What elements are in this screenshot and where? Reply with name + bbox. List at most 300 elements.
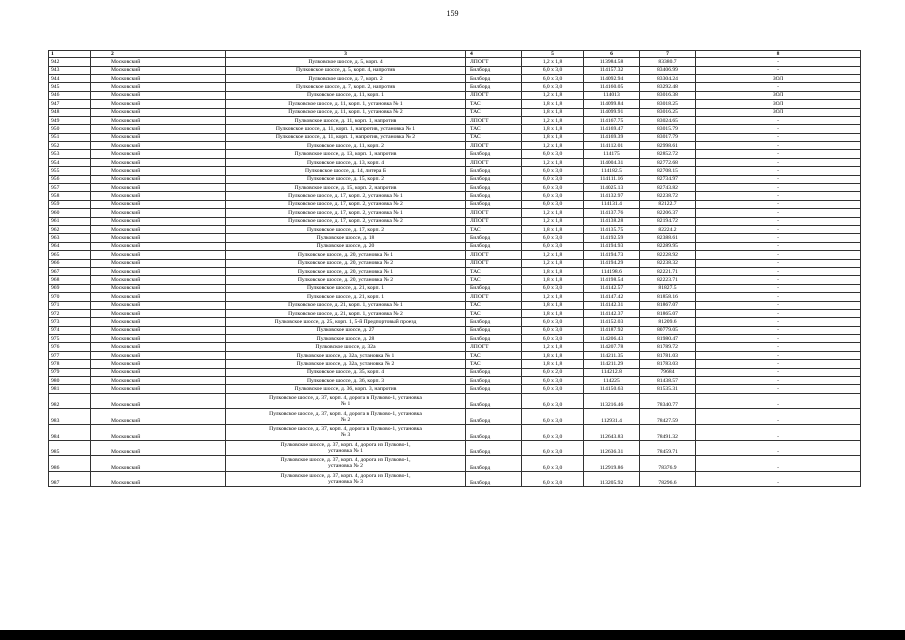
table-cell: 83406.99	[640, 66, 696, 74]
table-cell: 114194.73	[584, 251, 640, 259]
table-cell: Пулковское шоссе, д. 5, корп. 4, напротив	[226, 66, 466, 74]
table-row	[49, 425, 861, 441]
cell-line: Пулковское шоссе, д. 37, корп. 4, дорога в Пулково-1, установка	[269, 410, 422, 417]
table-cell: 81535.31	[640, 385, 696, 393]
cell-line: Пулковское шоссе, д. 37, корп. 4, дорога в Пулково-1, установка	[269, 426, 422, 433]
table-cell: -	[696, 456, 861, 472]
table-cell: Московский	[91, 385, 226, 393]
cell-line: установка № 3	[328, 479, 363, 486]
table-cell: Билборд	[466, 66, 522, 74]
table-cell: Билборд	[466, 175, 522, 183]
table-cell: 83015.79	[640, 125, 696, 133]
table-cell: 83017.79	[640, 133, 696, 141]
table-cell: 1,2 x 1,8	[522, 251, 584, 259]
table-cell: 973	[49, 318, 91, 326]
table-cell: 82221.71	[640, 267, 696, 275]
table-cell: ЛПОГТ	[466, 116, 522, 124]
table-cell: Московский	[91, 326, 226, 334]
table-cell: Московский	[91, 192, 226, 200]
table-cell: 1,8 x 1,8	[522, 133, 584, 141]
table-cell: Билборд	[466, 326, 522, 334]
table-cell: 114138.28	[584, 217, 640, 225]
table-cell: Московский	[91, 440, 226, 456]
cell-line: Пулковское шоссе, д. 37, корп. 4, дорога из Пулково-1,	[280, 441, 411, 448]
table-cell: 79684	[640, 368, 696, 376]
table-cell: Пулковское шоссе, д. 17, корп. 2	[226, 226, 466, 234]
table-cell: -	[696, 343, 861, 351]
table-cell: 1,2 x 1,8	[522, 209, 584, 217]
table-cell: Пулковское шоссе, д. 15, корп. 2, напротив	[226, 184, 466, 192]
table-row	[49, 343, 861, 351]
table-cell: Пулковское шоссе, д. 20	[226, 242, 466, 250]
table-cell: ЗОЛ	[696, 108, 861, 116]
table-cell: Московский	[91, 108, 226, 116]
table-cell: 6,0 x 3,0	[522, 200, 584, 208]
table-cell: Билборд	[466, 200, 522, 208]
table-cell: 1,8 x 1,8	[522, 100, 584, 108]
table-cell: -	[696, 242, 861, 250]
header-row	[49, 51, 861, 58]
table-cell: 6,0 x 3,0	[522, 184, 584, 192]
table-cell: 6,0 x 2,0	[522, 368, 584, 376]
table-cell: 112931.4	[584, 409, 640, 425]
table-cell: 114169.47	[584, 125, 640, 133]
table-cell: 114211.29	[584, 360, 640, 368]
table-cell: Московский	[91, 91, 226, 99]
table-cell: ТАС	[466, 125, 522, 133]
table-cell: 963	[49, 234, 91, 242]
table-cell: -	[696, 326, 861, 334]
table-cell: Билборд	[466, 368, 522, 376]
table-cell: Московский	[91, 360, 226, 368]
table-cell: 78296.6	[640, 471, 696, 487]
table-cell: ТАС	[466, 100, 522, 108]
table-cell: 112919.86	[584, 456, 640, 472]
table-cell: Билборд	[466, 393, 522, 409]
table-cell: 1,2 x 1,8	[522, 158, 584, 166]
table-row	[49, 318, 861, 326]
table-cell: -	[696, 259, 861, 267]
table-cell: Московский	[91, 74, 226, 82]
table-cell: 6,0 x 3,0	[522, 284, 584, 292]
table-cell: ТАС	[466, 360, 522, 368]
header-cell: 1	[49, 51, 91, 58]
table-cell: -	[696, 58, 861, 66]
table-cell: 981	[49, 385, 91, 393]
table-cell: 82772.68	[640, 158, 696, 166]
table-cell: 82743.82	[640, 184, 696, 192]
table-cell: 954	[49, 158, 91, 166]
table-cell: ТАС	[466, 351, 522, 359]
table-cell: 81209.6	[640, 318, 696, 326]
table-cell: 1,2 x 1,8	[522, 259, 584, 267]
table-cell: -	[696, 66, 861, 74]
table-cell: -	[696, 309, 861, 317]
table-cell: 1,8 x 1,8	[522, 108, 584, 116]
table-cell: 6,0 x 3,0	[522, 66, 584, 74]
table-cell: -	[696, 368, 861, 376]
header-cell: 2	[91, 51, 226, 58]
table-cell: 969	[49, 284, 91, 292]
table-cell: 82206.37	[640, 209, 696, 217]
table-cell: 952	[49, 142, 91, 150]
table-cell: Билборд	[466, 318, 522, 326]
table-cell: -	[696, 377, 861, 385]
table-cell: 6,0 x 3,0	[522, 409, 584, 425]
table-cell: 983	[49, 409, 91, 425]
table-cell: 82708.15	[640, 167, 696, 175]
table-cell: -	[696, 158, 861, 166]
table-cell: 950	[49, 125, 91, 133]
table-row	[49, 301, 861, 309]
table-cell: 974	[49, 326, 91, 334]
table-cell: Московский	[91, 66, 226, 74]
table-cell: 114225	[584, 377, 640, 385]
table-cell: Московский	[91, 456, 226, 472]
table-cell: 114198.6	[584, 267, 640, 275]
table-cell: 81980.47	[640, 335, 696, 343]
table-row	[49, 267, 861, 275]
table-cell: 114142.37	[584, 309, 640, 317]
table-row	[49, 200, 861, 208]
table-cell: Билборд	[466, 284, 522, 292]
table-cell: 114135.75	[584, 226, 640, 234]
table-cell: 81858.16	[640, 293, 696, 301]
header-cell: 5	[522, 51, 584, 58]
table-cell: Пулковское шоссе, д. 17, корп. 2, установка № 2	[226, 200, 466, 208]
table-row	[49, 368, 861, 376]
table-cell: Московский	[91, 133, 226, 141]
table-cell: 962	[49, 226, 91, 234]
table-row	[49, 133, 861, 141]
table-cell	[226, 409, 466, 425]
table-cell: Московский	[91, 251, 226, 259]
table-cell: Пулковское шоссе, д. 17, корп. 2, установка № 1	[226, 209, 466, 217]
table-cell: 114160.05	[584, 83, 640, 91]
table-cell: 984	[49, 425, 91, 441]
header-cell: 4	[466, 51, 522, 58]
table-row	[49, 150, 861, 158]
page-number: 159	[446, 9, 459, 18]
table-cell: Московский	[91, 293, 226, 301]
table-cell: Московский	[91, 150, 226, 158]
table-row	[49, 276, 861, 284]
table-cell: 114142.31	[584, 301, 640, 309]
table-row	[49, 293, 861, 301]
table-cell: ТАС	[466, 133, 522, 141]
cell-line: № 2	[340, 416, 351, 423]
table-cell: 114194.29	[584, 259, 640, 267]
table-cell: Московский	[91, 167, 226, 175]
table-cell: Московский	[91, 226, 226, 234]
table-cell: 951	[49, 133, 91, 141]
table-cell: -	[696, 142, 861, 150]
table-cell: 949	[49, 116, 91, 124]
table-cell: 83304.24	[640, 74, 696, 82]
table-cell: ЛПОГТ	[466, 259, 522, 267]
table-cell: Пулковское шоссе, д. 20, установка № 2	[226, 259, 466, 267]
table-cell: Пулковское шоссе, д. 18	[226, 234, 466, 242]
table-row	[49, 116, 861, 124]
table-row	[49, 351, 861, 359]
table-cell: 1,8 x 1,8	[522, 360, 584, 368]
table-cell: ЛПОГТ	[466, 158, 522, 166]
table-cell	[226, 425, 466, 441]
table-cell: -	[696, 116, 861, 124]
table-cell: -	[696, 167, 861, 175]
table-cell: -	[696, 276, 861, 284]
table-row	[49, 66, 861, 74]
table-cell: 82122.7	[640, 200, 696, 208]
table-cell: 985	[49, 440, 91, 456]
cell-line: № 3	[340, 432, 351, 439]
table-cell: 82998.61	[640, 142, 696, 150]
table-cell: ЛПОГТ	[466, 58, 522, 66]
scan-bottom-border	[0, 630, 905, 640]
table-cell: ЛПОГТ	[466, 293, 522, 301]
table-row	[49, 74, 861, 82]
table-cell: Пулковское шоссе, д. 36, корп. 3, напротив	[226, 385, 466, 393]
table-cell: 6,0 x 3,0	[522, 456, 584, 472]
table-cell: 83018.25	[640, 100, 696, 108]
table-cell: 966	[49, 259, 91, 267]
table-cell: 114131.4	[584, 200, 640, 208]
table-row	[49, 385, 861, 393]
table-cell: Пулковское шоссе, д. 17, корп. 2, установка № 1	[226, 192, 466, 200]
table-cell: Московский	[91, 267, 226, 275]
cell-line: установка № 1	[328, 447, 363, 454]
registry-table	[48, 50, 861, 487]
table-row	[49, 326, 861, 334]
table-cell: 971	[49, 301, 91, 309]
table-cell: Московский	[91, 142, 226, 150]
table-row	[49, 175, 861, 183]
table-cell: Пулковское шоссе, д. 11, корп. 2	[226, 142, 466, 150]
table-cell: ТАС	[466, 226, 522, 234]
table-cell: 6,0 x 3,0	[522, 335, 584, 343]
table-cell: 959	[49, 200, 91, 208]
header-cell: 3	[226, 51, 466, 58]
table-cell: -	[696, 125, 861, 133]
table-row	[49, 108, 861, 116]
table-cell: 1,2 x 1,8	[522, 293, 584, 301]
table-cell: -	[696, 234, 861, 242]
table-cell: 1,8 x 1,8	[522, 301, 584, 309]
table-cell: Московский	[91, 58, 226, 66]
table-row	[49, 234, 861, 242]
table-cell: 6,0 x 3,0	[522, 175, 584, 183]
table-cell: Пулковское шоссе, д. 17, корп. 2, установка № 2	[226, 217, 466, 225]
table-cell: Билборд	[466, 74, 522, 82]
table-cell: 6,0 x 3,0	[522, 377, 584, 385]
table-cell: -	[696, 385, 861, 393]
table-row	[49, 209, 861, 217]
table-cell: Московский	[91, 343, 226, 351]
table-cell: Пулковское шоссе, д. 7, корп. 2	[226, 74, 466, 82]
table-cell: 946	[49, 91, 91, 99]
table-cell: Билборд	[466, 377, 522, 385]
table-row	[49, 58, 861, 66]
table-cell: 6,0 x 3,0	[522, 393, 584, 409]
table-cell: -	[696, 209, 861, 217]
table-cell: Пулковское шоссе, д. 21, корп. 1, установка № 2	[226, 309, 466, 317]
table-cell: Пулковское шоссе, д. 35, корп. 4	[226, 368, 466, 376]
table-cell: 1,2 x 1,8	[522, 91, 584, 99]
table-row	[49, 259, 861, 267]
table-cell: 965	[49, 251, 91, 259]
table-cell: Московский	[91, 100, 226, 108]
table-cell: 82224.2	[640, 226, 696, 234]
table-cell: 1,8 x 1,8	[522, 267, 584, 275]
table-cell: Пулковское шоссе, д. 32а	[226, 343, 466, 351]
table-cell: 1,2 x 1,8	[522, 343, 584, 351]
table-cell: Московский	[91, 184, 226, 192]
table-cell: -	[696, 184, 861, 192]
table-cell: 6,0 x 3,0	[522, 242, 584, 250]
table-cell: Билборд	[466, 440, 522, 456]
table-cell: Московский	[91, 83, 226, 91]
table-cell: Пулковское шоссе, д. 5, корп. 4	[226, 58, 466, 66]
table-cell: Пулковское шоссе, д. 21, корп. 1	[226, 284, 466, 292]
table-row	[49, 217, 861, 225]
table-row	[49, 142, 861, 150]
table-cell: 81827.5	[640, 284, 696, 292]
table-cell: Московский	[91, 175, 226, 183]
table-cell: 78491.32	[640, 425, 696, 441]
table-cell: Московский	[91, 234, 226, 242]
table-cell: Московский	[91, 368, 226, 376]
header-cell: 7	[640, 51, 696, 58]
table-cell: 114142.57	[584, 284, 640, 292]
table-cell: 81781.03	[640, 351, 696, 359]
table-cell: -	[696, 226, 861, 234]
table-row	[49, 335, 861, 343]
table-cell: Пулковское шоссе, д. 36, корп. 3	[226, 377, 466, 385]
table-cell: 975	[49, 335, 91, 343]
table-row	[49, 226, 861, 234]
table-cell: 6,0 x 3,0	[522, 326, 584, 334]
table-cell: Московский	[91, 309, 226, 317]
table-cell: 114157.32	[584, 66, 640, 74]
table-cell: Московский	[91, 377, 226, 385]
table-cell: Пулковское шоссе, д. 11, корп. 1, напротив, установка № 1	[226, 125, 466, 133]
table-cell: 947	[49, 100, 91, 108]
table-cell: ЛПОГТ	[466, 91, 522, 99]
table-cell: 113205.92	[584, 471, 640, 487]
table-cell: ТАС	[466, 309, 522, 317]
table-cell: -	[696, 301, 861, 309]
table-cell: Московский	[91, 425, 226, 441]
table-row	[49, 393, 861, 409]
table-row	[49, 192, 861, 200]
table-cell: Московский	[91, 351, 226, 359]
table-cell: Пулковское шоссе, д. 15, корп. 2	[226, 175, 466, 183]
table-cell: 6,0 x 3,0	[522, 234, 584, 242]
table-cell: Пулковское шоссе, д. 25, корп. 1, 5-й Предпортовый проезд	[226, 318, 466, 326]
table-cell: Московский	[91, 335, 226, 343]
table-cell: 114167.75	[584, 116, 640, 124]
table-cell: Московский	[91, 217, 226, 225]
table-cell: Московский	[91, 301, 226, 309]
table-cell: 1,8 x 1,8	[522, 309, 584, 317]
table-row	[49, 251, 861, 259]
table-cell: Билборд	[466, 409, 522, 425]
table-cell: 114092.94	[584, 74, 640, 82]
table-cell: Пулковское шоссе, д. 11, корп. 1, установка № 1	[226, 100, 466, 108]
table-cell: -	[696, 200, 861, 208]
table-cell: ЛПОГТ	[466, 209, 522, 217]
table-cell: 1,8 x 1,8	[522, 125, 584, 133]
table-cell: -	[696, 133, 861, 141]
table-cell: 968	[49, 276, 91, 284]
table-cell: 6,0 x 3,0	[522, 83, 584, 91]
table-cell: 81438.57	[640, 377, 696, 385]
table-cell: 942	[49, 58, 91, 66]
table-cell: Московский	[91, 116, 226, 124]
table-cell: Московский	[91, 209, 226, 217]
table-cell: 114013	[584, 91, 640, 99]
table-cell: 81783.03	[640, 360, 696, 368]
table-cell: 979	[49, 368, 91, 376]
table-cell: Билборд	[466, 167, 522, 175]
table-cell: 82223.71	[640, 276, 696, 284]
table-cell: -	[696, 318, 861, 326]
table-cell: Пулковское шоссе, д. 13, корп. 4	[226, 158, 466, 166]
table-cell: 81865.07	[640, 309, 696, 317]
table-cell: Билборд	[466, 234, 522, 242]
table-row	[49, 284, 861, 292]
table-row	[49, 91, 861, 99]
table-cell: 960	[49, 209, 91, 217]
table-cell: 113216.46	[584, 393, 640, 409]
table-row	[49, 83, 861, 91]
table-cell: ЛПОГТ	[466, 142, 522, 150]
table-cell: 943	[49, 66, 91, 74]
table-row	[49, 360, 861, 368]
table-cell: 112636.31	[584, 440, 640, 456]
table-cell: 114182.5	[584, 167, 640, 175]
table-cell: Московский	[91, 409, 226, 425]
table-cell: 982	[49, 393, 91, 409]
table-cell: 114147.42	[584, 293, 640, 301]
table-cell: 114004.31	[584, 158, 640, 166]
table-cell: Московский	[91, 276, 226, 284]
table-cell: 114112.01	[584, 142, 640, 150]
table-cell: 957	[49, 184, 91, 192]
table-cell: Пулковское шоссе, д. 21, корп. 1, установка № 1	[226, 301, 466, 309]
table-cell: 953	[49, 150, 91, 158]
table-cell: 114211.35	[584, 351, 640, 359]
table-cell: 114194.93	[584, 242, 640, 250]
table-cell: ЛПОГТ	[466, 217, 522, 225]
table-cell: -	[696, 192, 861, 200]
table-cell: 980	[49, 377, 91, 385]
table-cell: 82289.95	[640, 242, 696, 250]
table-cell: 114132.97	[584, 192, 640, 200]
table-cell: ЛПОГТ	[466, 251, 522, 259]
table-cell: ТАС	[466, 301, 522, 309]
table-cell: Пулковское шоссе, д. 7, корп. 2, напротив	[226, 83, 466, 91]
table-cell: Пулковское шоссе, д. 13, корп. 1, напротив	[226, 150, 466, 158]
table-cell: Пулковское шоссе, д. 11, корп. 1, установка № 2	[226, 108, 466, 116]
table-cell: 114025.13	[584, 184, 640, 192]
table-cell: Пулковское шоссе, д. 27	[226, 326, 466, 334]
table-cell: 6,0 x 3,0	[522, 471, 584, 487]
table-cell: -	[696, 83, 861, 91]
table-cell: 114099.84	[584, 100, 640, 108]
table-cell: 955	[49, 167, 91, 175]
table-cell: -	[696, 360, 861, 368]
